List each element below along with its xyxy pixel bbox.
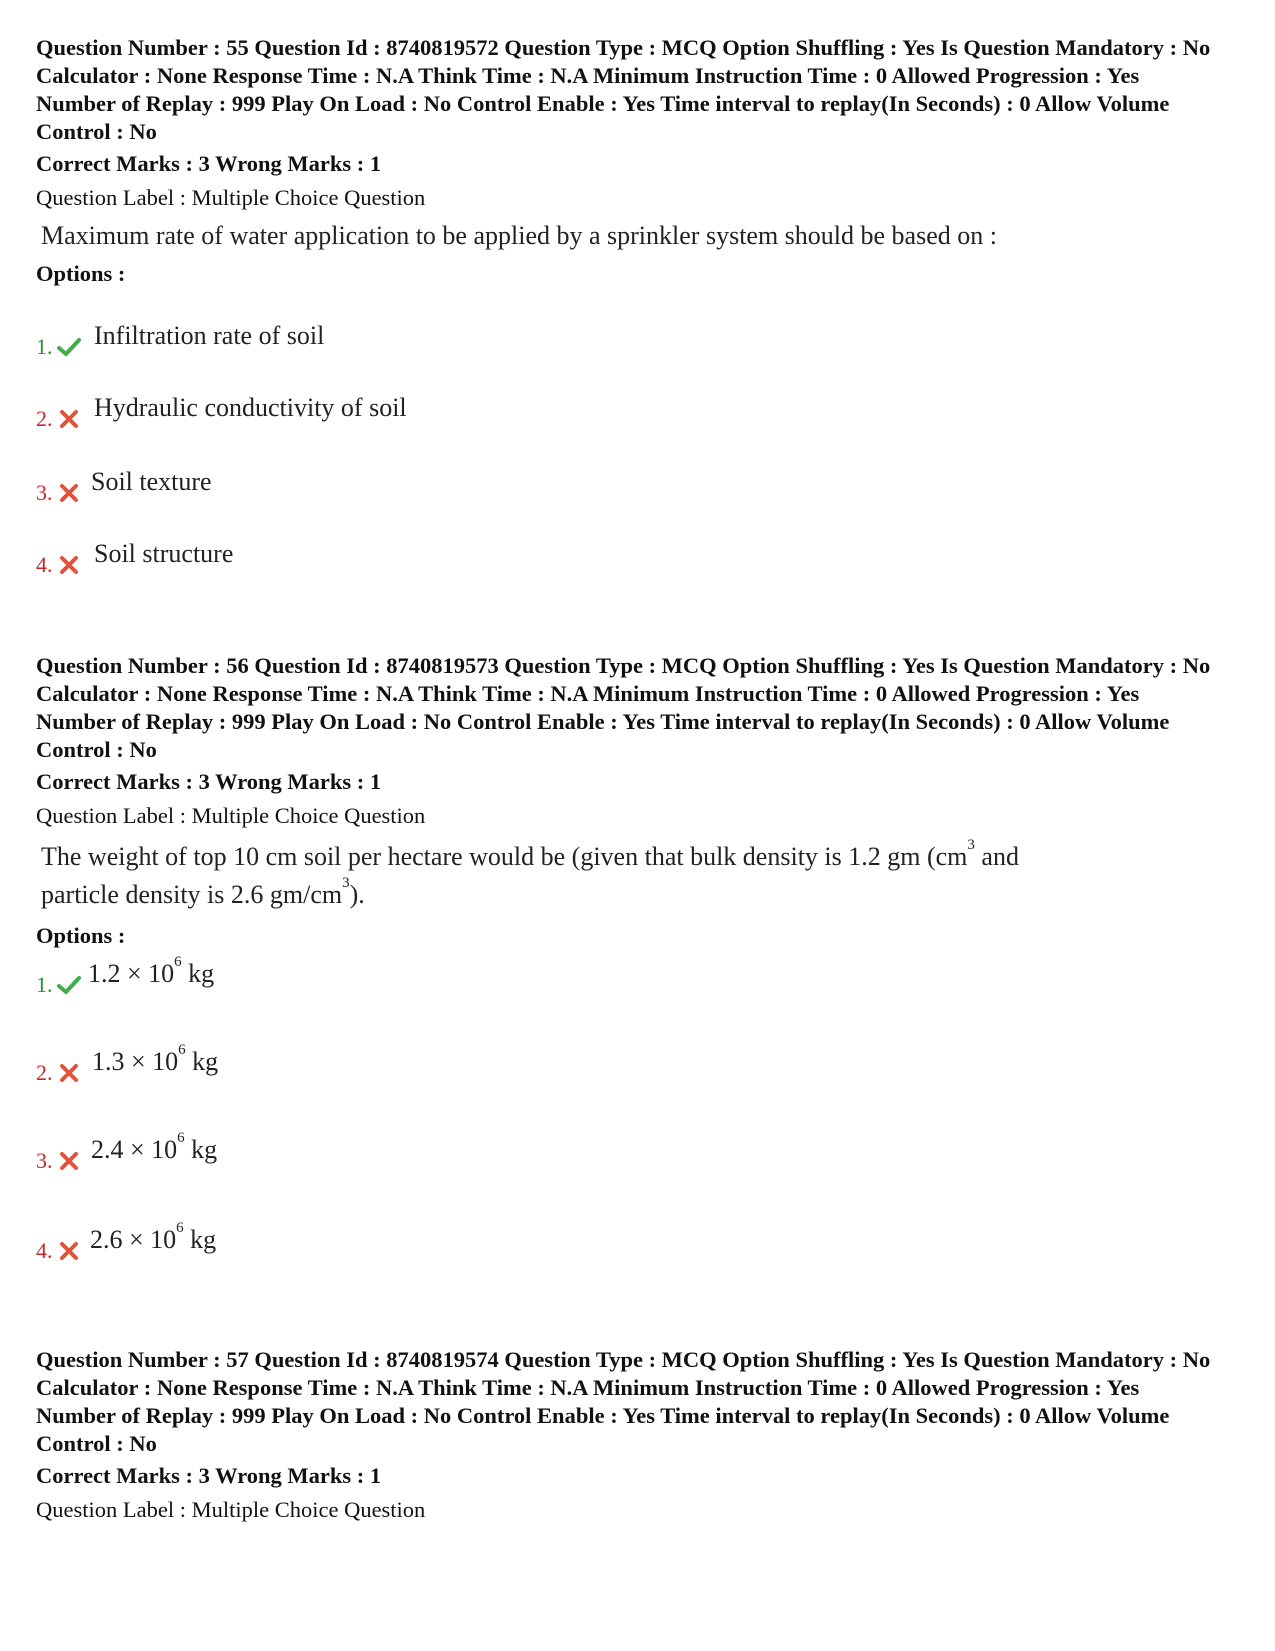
question-label: Question Label : Multiple Choice Question [36, 1497, 426, 1522]
check-icon [56, 334, 82, 360]
option-text [88, 954, 215, 990]
question-marks: Correct Marks : 3 Wrong Marks : 1 [36, 769, 382, 794]
cross-icon [56, 1238, 82, 1264]
superscript: 3 [967, 837, 975, 854]
option-unit: kg [181, 959, 215, 988]
option-number: 4. [36, 552, 53, 577]
option-text: Hydraulic conductivity of soil [94, 393, 407, 422]
option-number: 1. [36, 972, 53, 997]
option-base: 1.3 × 10 [92, 1047, 179, 1076]
options-heading: Options : [36, 261, 126, 286]
question-text-part: The weight of top 10 cm soil per hectare would be (given that bulk density is 1.2 gm (cm [41, 842, 968, 871]
question-marks: Correct Marks : 3 Wrong Marks : 1 [36, 1463, 382, 1488]
question-text-part: ). [349, 880, 365, 909]
question-meta: Question Number : 56 Question Id : 8740819573 Question Type : MCQ Option Shuffling : Yes Is Question Mandatory : No Calculator : None Response Time : N.A Think Time : N.A Minimum Instruction Time : 0 Allowed Progression : Yes Number of Replay : 999 Play On Load : No Control Enable : Yes Time interval to replay(In Seconds) : 0 Allow Volume Control : No [36, 653, 1211, 762]
option-base: 2.4 × 10 [91, 1135, 178, 1164]
superscript: 6 [176, 1220, 184, 1237]
options-heading: Options : [36, 923, 126, 948]
superscript: 6 [174, 954, 182, 971]
question-marks: Correct Marks : 3 Wrong Marks : 1 [36, 151, 382, 176]
option-number: 2. [36, 406, 53, 431]
option-text [91, 1130, 218, 1166]
option-text: Soil structure [94, 539, 234, 568]
cross-icon [56, 1148, 82, 1174]
question-text [41, 838, 1041, 914]
option-base: 1.2 × 10 [88, 959, 175, 988]
question-57 [36, 1346, 1236, 1524]
question-meta: Question Number : 55 Question Id : 8740819572 Question Type : MCQ Option Shuffling : Yes Is Question Mandatory : No Calculator : None Response Time : N.A Think Time : N.A Minimum Instruction Time : 0 Allowed Progression : Yes Number of Replay : 999 Play On Load : No Control Enable : Yes Time interval to replay(In Seconds) : 0 Allow Volume Control : No [36, 35, 1211, 144]
question-text: Maximum rate of water application to be applied by a sprinkler system should be based on : [41, 221, 997, 250]
option-base: 2.6 × 10 [90, 1225, 177, 1254]
cross-icon [56, 406, 82, 432]
superscript: 3 [342, 875, 350, 892]
superscript: 6 [177, 1130, 185, 1147]
option-text [92, 1042, 219, 1078]
question-55 [36, 34, 1236, 577]
option-unit: kg [184, 1135, 218, 1164]
check-icon [56, 972, 82, 998]
option-number: 3. [36, 480, 53, 505]
cross-icon [56, 480, 82, 506]
question-text-part: and particle density is 2.6 gm/cm [41, 842, 1019, 909]
option-number: 3. [36, 1148, 53, 1173]
question-label: Question Label : Multiple Choice Question [36, 185, 426, 210]
option-text: Soil texture [91, 467, 212, 496]
option-text [90, 1220, 217, 1256]
option-text: Infiltration rate of soil [94, 321, 325, 350]
option-unit: kg [185, 1047, 219, 1076]
question-meta: Question Number : 57 Question Id : 8740819574 Question Type : MCQ Option Shuffling : Yes Is Question Mandatory : No Calculator : None Response Time : N.A Think Time : N.A Minimum Instruction Time : 0 Allowed Progression : Yes Number of Replay : 999 Play On Load : No Control Enable : Yes Time interval to replay(In Seconds) : 0 Allow Volume Control : No [36, 1347, 1211, 1456]
cross-icon [56, 552, 82, 578]
superscript: 6 [178, 1042, 186, 1059]
cross-icon [56, 1060, 82, 1086]
option-number: 4. [36, 1238, 53, 1263]
option-unit: kg [183, 1225, 217, 1254]
option-number: 2. [36, 1060, 53, 1085]
option-number: 1. [36, 334, 53, 359]
question-label: Question Label : Multiple Choice Question [36, 803, 426, 828]
